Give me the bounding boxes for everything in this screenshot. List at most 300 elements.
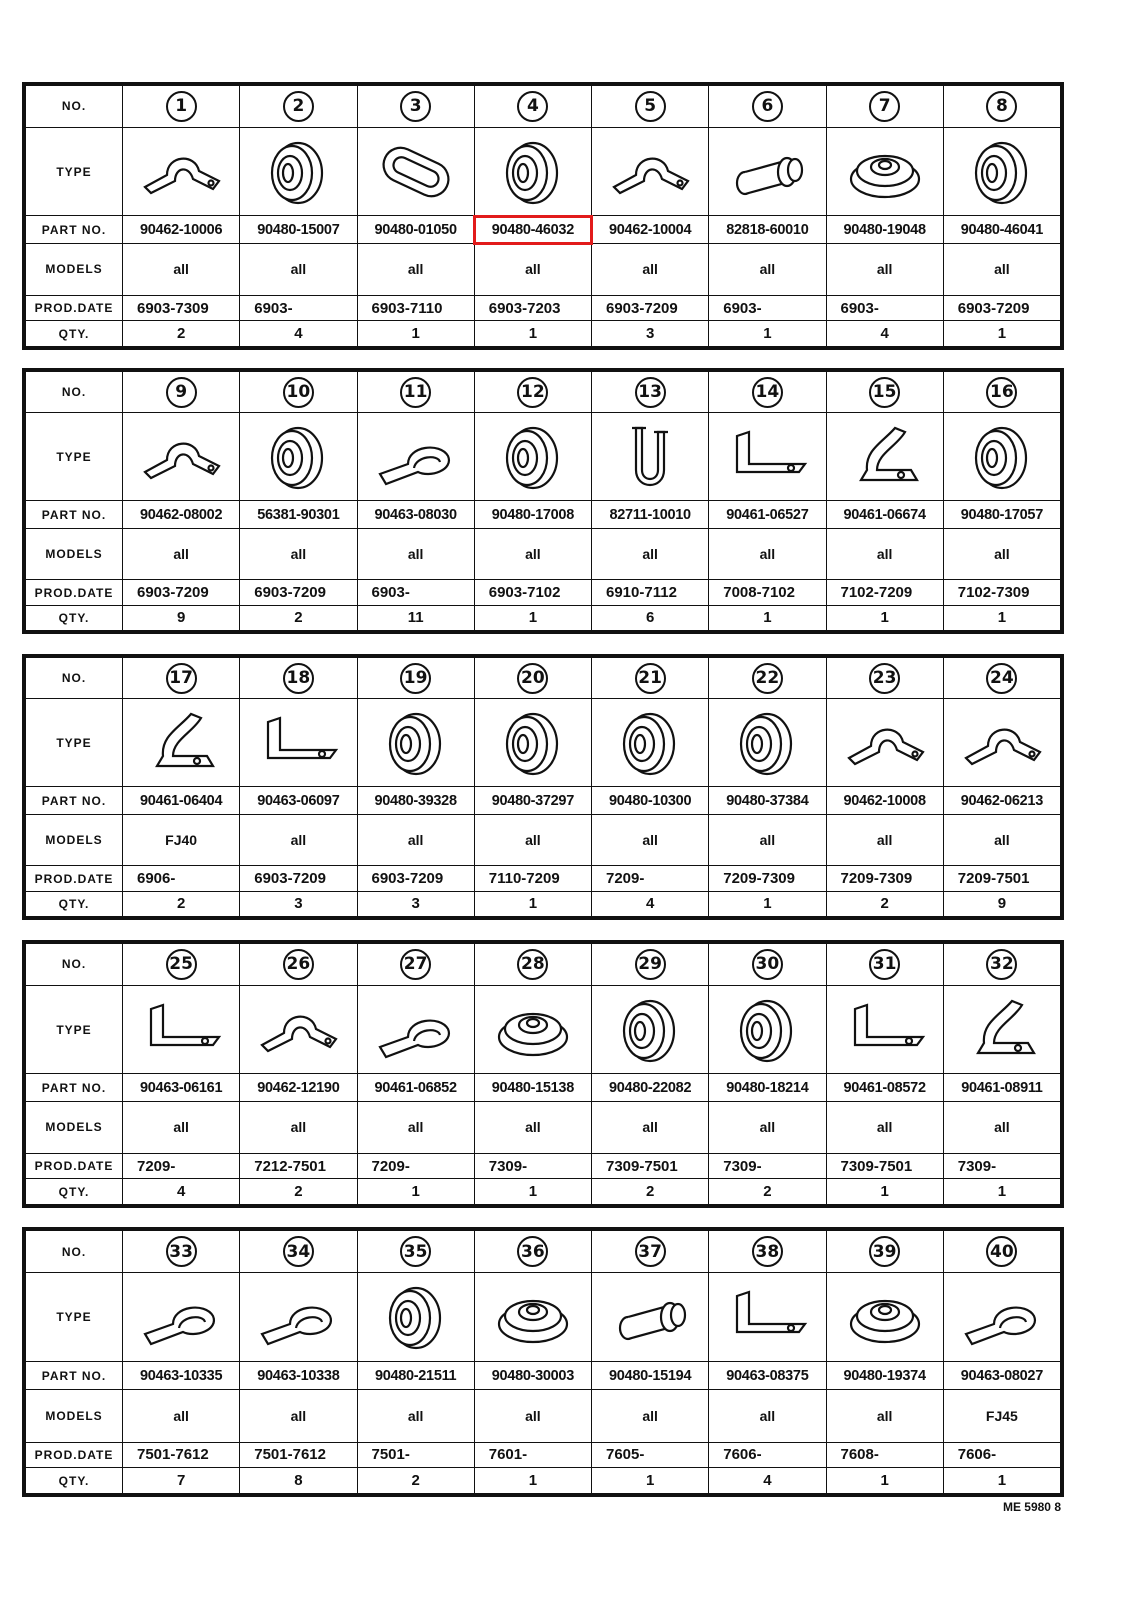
part-illustration-cell: [474, 127, 591, 216]
part-illustration-cell: [240, 1273, 357, 1362]
item-number: 14: [752, 377, 783, 408]
item-number-cell: [357, 372, 474, 413]
part-number: 90480-15007: [240, 216, 357, 244]
part-illustration-cell: [592, 1273, 709, 1362]
part-number: 90463-10338: [240, 1362, 357, 1390]
part-illustration-cell: [943, 1273, 1060, 1362]
qty-value: 3: [357, 891, 474, 916]
row-no-label: NO.: [26, 658, 123, 699]
clamp-icon: [250, 993, 346, 1067]
flat-grommet-icon: [485, 1280, 581, 1354]
part-number: 90461-06674: [826, 501, 943, 528]
row-qty-label: QTY.: [26, 1468, 123, 1494]
item-number-cell: [709, 372, 826, 413]
row-prod-date-label: PROD.DATE: [26, 295, 123, 320]
models-value: all: [592, 814, 709, 866]
item-number: 3: [400, 91, 431, 122]
qty-value: 1: [943, 605, 1060, 630]
item-number: 40: [986, 1236, 1017, 1267]
prod-date-value: 7501-: [357, 1442, 474, 1468]
part-number: 82711-10010: [592, 501, 709, 528]
part-illustration-cell: [709, 1273, 826, 1362]
prod-date-value: 7209-7309: [826, 866, 943, 891]
row-models-label: MODELS: [26, 244, 123, 296]
item-number-cell: [123, 86, 240, 128]
row-prod-date-label: PROD.DATE: [26, 580, 123, 605]
part-number: 90463-06161: [123, 1074, 240, 1102]
qty-value: 2: [123, 891, 240, 916]
bracket-clamp-icon: [837, 420, 933, 494]
row-part-no: [26, 1362, 1061, 1390]
models-value: all: [474, 1390, 591, 1442]
part-number: 90463-08030: [357, 501, 474, 528]
item-number-cell: [592, 86, 709, 128]
part-illustration-cell: [357, 985, 474, 1074]
models-value: all: [474, 814, 591, 866]
row-models: [26, 814, 1061, 866]
prod-date-value: 7605-: [592, 1442, 709, 1468]
prod-date-value: 6903-: [357, 580, 474, 605]
item-number: 11: [400, 377, 431, 408]
qty-value: 1: [474, 605, 591, 630]
item-number: 15: [869, 377, 900, 408]
part-number: 90480-19374: [826, 1362, 943, 1390]
qty-value: 1: [474, 1179, 591, 1205]
part-illustration-cell: [826, 413, 943, 501]
item-number-cell: [357, 86, 474, 128]
qty-value: 2: [357, 1468, 474, 1494]
grommet-icon: [250, 135, 346, 209]
row-part-no-label: PART NO.: [26, 1074, 123, 1102]
qty-value: 2: [709, 1179, 826, 1205]
qty-value: 9: [943, 891, 1060, 916]
part-illustration-cell: [826, 699, 943, 787]
part-number: 90461-06404: [123, 787, 240, 814]
models-value: all: [474, 1102, 591, 1154]
models-value: all: [592, 1102, 709, 1154]
part-number: 90461-06527: [709, 501, 826, 528]
models-value: all: [709, 528, 826, 580]
item-number: 35: [400, 1236, 431, 1267]
parts-table: [25, 1230, 1061, 1494]
prod-date-value: 7209-: [357, 1153, 474, 1178]
part-illustration-cell: [943, 985, 1060, 1074]
grommet-icon: [954, 420, 1050, 494]
item-number: 30: [752, 949, 783, 980]
part-number: 90462-12190: [240, 1074, 357, 1102]
models-value: all: [240, 528, 357, 580]
part-number: 90462-06213: [943, 787, 1060, 814]
part-illustration-cell: [357, 1273, 474, 1362]
models-value: all: [826, 1102, 943, 1154]
part-illustration-cell: [123, 413, 240, 501]
qty-value: 1: [709, 321, 826, 347]
models-value: all: [826, 814, 943, 866]
prod-date-value: 6903-7209: [357, 866, 474, 891]
qty-value: 1: [826, 605, 943, 630]
clamp-icon: [837, 706, 933, 780]
item-number-cell: [943, 658, 1060, 699]
qty-value: 11: [357, 605, 474, 630]
part-number: 82818-60010: [709, 216, 826, 244]
part-illustration-cell: [826, 1273, 943, 1362]
item-number: 29: [635, 949, 666, 980]
item-number-cell: [709, 658, 826, 699]
item-number-cell: [357, 1231, 474, 1273]
item-number-cell: [943, 372, 1060, 413]
grommet-icon: [602, 706, 698, 780]
row-type-label: TYPE: [26, 1273, 123, 1362]
row-models: [26, 1390, 1061, 1442]
item-number: 32: [986, 949, 1017, 980]
prod-date-value: 7309-: [709, 1153, 826, 1178]
item-number-cell: [240, 658, 357, 699]
prod-date-value: 7209-7501: [943, 866, 1060, 891]
models-value: all: [943, 1102, 1060, 1154]
qty-value: 4: [709, 1468, 826, 1494]
qty-value: 1: [943, 1468, 1060, 1494]
item-number: 24: [986, 663, 1017, 694]
item-number-cell: [240, 1231, 357, 1273]
wire-clamp-icon: [368, 420, 464, 494]
plug-icon: [719, 135, 815, 209]
row-prod-date: [26, 580, 1061, 605]
qty-value: 1: [474, 1468, 591, 1494]
row-qty: [26, 321, 1061, 347]
item-number: 19: [400, 663, 431, 694]
row-qty-label: QTY.: [26, 321, 123, 347]
part-illustration-cell: [123, 699, 240, 787]
qty-value: 2: [592, 1179, 709, 1205]
bracket-icon: [250, 706, 346, 780]
prod-date-value: 7501-7612: [240, 1442, 357, 1468]
row-part-no-label: PART NO.: [26, 501, 123, 528]
models-value: all: [943, 244, 1060, 296]
row-type-label: TYPE: [26, 127, 123, 216]
parts-table-section: [22, 654, 1064, 920]
bracket-icon: [719, 420, 815, 494]
row-qty: [26, 1179, 1061, 1205]
part-number: 90480-15138: [474, 1074, 591, 1102]
bracket-icon: [133, 993, 229, 1067]
item-number: 25: [166, 949, 197, 980]
row-qty-label: QTY.: [26, 1179, 123, 1205]
prod-date-value: 7102-7209: [826, 580, 943, 605]
item-number-cell: [943, 86, 1060, 128]
prod-date-value: 7606-: [709, 1442, 826, 1468]
part-illustration-cell: [474, 413, 591, 501]
grommet-icon: [250, 420, 346, 494]
item-number-cell: [474, 372, 591, 413]
parts-table-section: [22, 368, 1064, 634]
qty-value: 3: [592, 321, 709, 347]
qty-value: 1: [943, 321, 1060, 347]
part-illustration-cell: [357, 413, 474, 501]
item-number: 16: [986, 377, 1017, 408]
qty-value: 2: [826, 891, 943, 916]
item-number-cell: [474, 1231, 591, 1273]
prod-date-value: 7209-: [592, 866, 709, 891]
part-number: 56381-90301: [240, 501, 357, 528]
prod-date-value: 7102-7309: [943, 580, 1060, 605]
prod-date-value: 6910-7112: [592, 580, 709, 605]
part-number: 90480-37297: [474, 787, 591, 814]
item-number-cell: [123, 1231, 240, 1273]
item-number-cell: [826, 86, 943, 128]
models-value: all: [943, 814, 1060, 866]
part-illustration-cell: [240, 413, 357, 501]
qty-value: 1: [943, 1179, 1060, 1205]
item-number-cell: [709, 1231, 826, 1273]
row-qty-label: QTY.: [26, 891, 123, 916]
prod-date-value: 6903-: [709, 295, 826, 320]
row-prod-date-label: PROD.DATE: [26, 866, 123, 891]
grommet-icon: [485, 420, 581, 494]
prod-date-value: 6903-7309: [123, 295, 240, 320]
row-no-label: NO.: [26, 372, 123, 413]
part-number: 90463-10335: [123, 1362, 240, 1390]
models-value: all: [357, 814, 474, 866]
qty-value: 1: [357, 1179, 474, 1205]
row-prod-date: [26, 295, 1061, 320]
row-type-label: TYPE: [26, 699, 123, 787]
models-value: FJ45: [943, 1390, 1060, 1442]
item-number-cell: [826, 372, 943, 413]
qty-value: 1: [826, 1179, 943, 1205]
prod-date-value: 7309-: [474, 1153, 591, 1178]
row-prod-date-label: PROD.DATE: [26, 1442, 123, 1468]
part-number: 90461-08911: [943, 1074, 1060, 1102]
item-number-cell: [240, 86, 357, 128]
item-number-cell: [474, 658, 591, 699]
qty-value: 2: [123, 321, 240, 347]
item-number-cell: [123, 372, 240, 413]
models-value: all: [826, 244, 943, 296]
part-number: 90480-21511: [357, 1362, 474, 1390]
row-models: [26, 244, 1061, 296]
item-number-cell: [240, 944, 357, 986]
models-value: all: [709, 1390, 826, 1442]
part-illustration-cell: [709, 985, 826, 1074]
item-number: 34: [283, 1236, 314, 1267]
parts-table: [25, 371, 1061, 631]
parts-table-section: [22, 1227, 1064, 1497]
item-number-cell: [943, 1231, 1060, 1273]
clamp-icon: [133, 420, 229, 494]
qty-value: 4: [592, 891, 709, 916]
row-prod-date: [26, 1442, 1061, 1468]
item-number: 4: [517, 91, 548, 122]
part-number: 90463-08375: [709, 1362, 826, 1390]
item-number-cell: [240, 372, 357, 413]
item-number: 1: [166, 91, 197, 122]
row-type-label: TYPE: [26, 413, 123, 501]
row-prod-date-label: PROD.DATE: [26, 1153, 123, 1178]
item-number: 20: [517, 663, 548, 694]
prod-date-value: 7309-7501: [592, 1153, 709, 1178]
row-part-no-label: PART NO.: [26, 216, 123, 244]
grommet-icon: [485, 135, 581, 209]
item-number-cell: [474, 86, 591, 128]
row-models-label: MODELS: [26, 1390, 123, 1442]
item-number: 17: [166, 663, 197, 694]
prod-date-value: 6903-7102: [474, 580, 591, 605]
part-illustration-cell: [709, 413, 826, 501]
clamp-icon: [133, 135, 229, 209]
row-type: [26, 699, 1061, 787]
item-number-cell: [592, 658, 709, 699]
prod-date-value: 7601-: [474, 1442, 591, 1468]
part-illustration-cell: [709, 127, 826, 216]
qty-value: 8: [240, 1468, 357, 1494]
part-number: 90461-08572: [826, 1074, 943, 1102]
part-illustration-cell: [943, 413, 1060, 501]
row-models: [26, 1102, 1061, 1154]
part-illustration-cell: [357, 699, 474, 787]
models-value: all: [592, 244, 709, 296]
item-number-cell: [357, 658, 474, 699]
item-number-cell: [123, 658, 240, 699]
item-number: 2: [283, 91, 314, 122]
bracket-clamp-icon: [954, 993, 1050, 1067]
grommet-icon: [368, 706, 464, 780]
prod-date-value: 7606-: [943, 1442, 1060, 1468]
prod-date-value: 6903-7209: [240, 580, 357, 605]
models-value: all: [592, 1390, 709, 1442]
item-number: 10: [283, 377, 314, 408]
models-value: all: [943, 528, 1060, 580]
part-number: 90480-15194: [592, 1362, 709, 1390]
models-value: all: [592, 528, 709, 580]
part-number: 90480-37384: [709, 787, 826, 814]
part-illustration-cell: [826, 127, 943, 216]
part-illustration-cell: [709, 699, 826, 787]
prod-date-value: 6903-: [826, 295, 943, 320]
part-number: 90480-18214: [709, 1074, 826, 1102]
grommet-icon: [719, 993, 815, 1067]
part-illustration-cell: [826, 985, 943, 1074]
oval-grommet-icon: [368, 135, 464, 209]
models-value: all: [826, 1390, 943, 1442]
part-number: 90480-17008: [474, 501, 591, 528]
row-type: [26, 413, 1061, 501]
item-number: 38: [752, 1236, 783, 1267]
item-number: 7: [869, 91, 900, 122]
part-illustration-cell: [943, 127, 1060, 216]
qty-value: 7: [123, 1468, 240, 1494]
item-number: 12: [517, 377, 548, 408]
row-no: [26, 1231, 1061, 1273]
prod-date-value: 6903-: [240, 295, 357, 320]
models-value: all: [240, 244, 357, 296]
models-value: all: [474, 528, 591, 580]
part-illustration-cell: [943, 699, 1060, 787]
prod-date-value: 7209-7309: [709, 866, 826, 891]
qty-value: 1: [474, 891, 591, 916]
item-number: 27: [400, 949, 431, 980]
row-models-label: MODELS: [26, 528, 123, 580]
part-number: 90480-30003: [474, 1362, 591, 1390]
qty-value: 1: [357, 321, 474, 347]
item-number: 39: [869, 1236, 900, 1267]
qty-value: 1: [592, 1468, 709, 1494]
qty-value: 2: [240, 1179, 357, 1205]
prod-date-value: 7501-7612: [123, 1442, 240, 1468]
row-qty: [26, 1468, 1061, 1494]
item-number: 33: [166, 1236, 197, 1267]
row-models-label: MODELS: [26, 1102, 123, 1154]
part-number: 90462-10004: [592, 216, 709, 244]
row-no: [26, 86, 1061, 128]
part-number: 90480-01050: [357, 216, 474, 244]
item-number: 13: [635, 377, 666, 408]
prod-date-value: 6903-7209: [240, 866, 357, 891]
row-qty-label: QTY.: [26, 605, 123, 630]
part-illustration-cell: [123, 1273, 240, 1362]
part-illustration-cell: [474, 1273, 591, 1362]
item-number: 6: [752, 91, 783, 122]
row-part-no: [26, 501, 1061, 528]
part-number-highlighted: 90480-46032: [474, 216, 591, 244]
prod-date-value: 6903-7209: [592, 295, 709, 320]
prod-date-value: 6903-7209: [943, 295, 1060, 320]
prod-date-value: 7608-: [826, 1442, 943, 1468]
clamp-icon: [602, 135, 698, 209]
grommet-icon: [954, 135, 1050, 209]
part-number: 90480-46041: [943, 216, 1060, 244]
wire-clamp-icon: [133, 1280, 229, 1354]
item-number: 31: [869, 949, 900, 980]
part-illustration-cell: [474, 985, 591, 1074]
prod-date-value: 6903-7110: [357, 295, 474, 320]
qty-value: 4: [240, 321, 357, 347]
part-number: 90480-10300: [592, 787, 709, 814]
row-prod-date: [26, 866, 1061, 891]
row-qty: [26, 605, 1061, 630]
qty-value: 4: [826, 321, 943, 347]
part-number: 90463-08027: [943, 1362, 1060, 1390]
models-value: all: [474, 244, 591, 296]
row-models-label: MODELS: [26, 814, 123, 866]
row-part-no-label: PART NO.: [26, 1362, 123, 1390]
qty-value: 2: [240, 605, 357, 630]
prod-date-value: 6903-7203: [474, 295, 591, 320]
part-number: 90480-39328: [357, 787, 474, 814]
models-value: all: [826, 528, 943, 580]
qty-value: 1: [709, 891, 826, 916]
row-part-no-label: PART NO.: [26, 787, 123, 814]
item-number: 21: [635, 663, 666, 694]
parts-table-section: [22, 82, 1064, 350]
part-number: 90462-10008: [826, 787, 943, 814]
item-number-cell: [357, 944, 474, 986]
item-number-cell: [709, 86, 826, 128]
row-no: [26, 944, 1061, 986]
part-number: 90462-08002: [123, 501, 240, 528]
models-value: all: [357, 1390, 474, 1442]
item-number: 36: [517, 1236, 548, 1267]
row-type: [26, 127, 1061, 216]
prod-date-value: 7110-7209: [474, 866, 591, 891]
item-number: 26: [283, 949, 314, 980]
clamp-icon: [954, 706, 1050, 780]
prod-date-value: 7209-: [123, 1153, 240, 1178]
item-number-cell: [592, 944, 709, 986]
models-value: all: [123, 1390, 240, 1442]
models-value: all: [357, 1102, 474, 1154]
qty-value: 4: [123, 1179, 240, 1205]
item-number-cell: [123, 944, 240, 986]
